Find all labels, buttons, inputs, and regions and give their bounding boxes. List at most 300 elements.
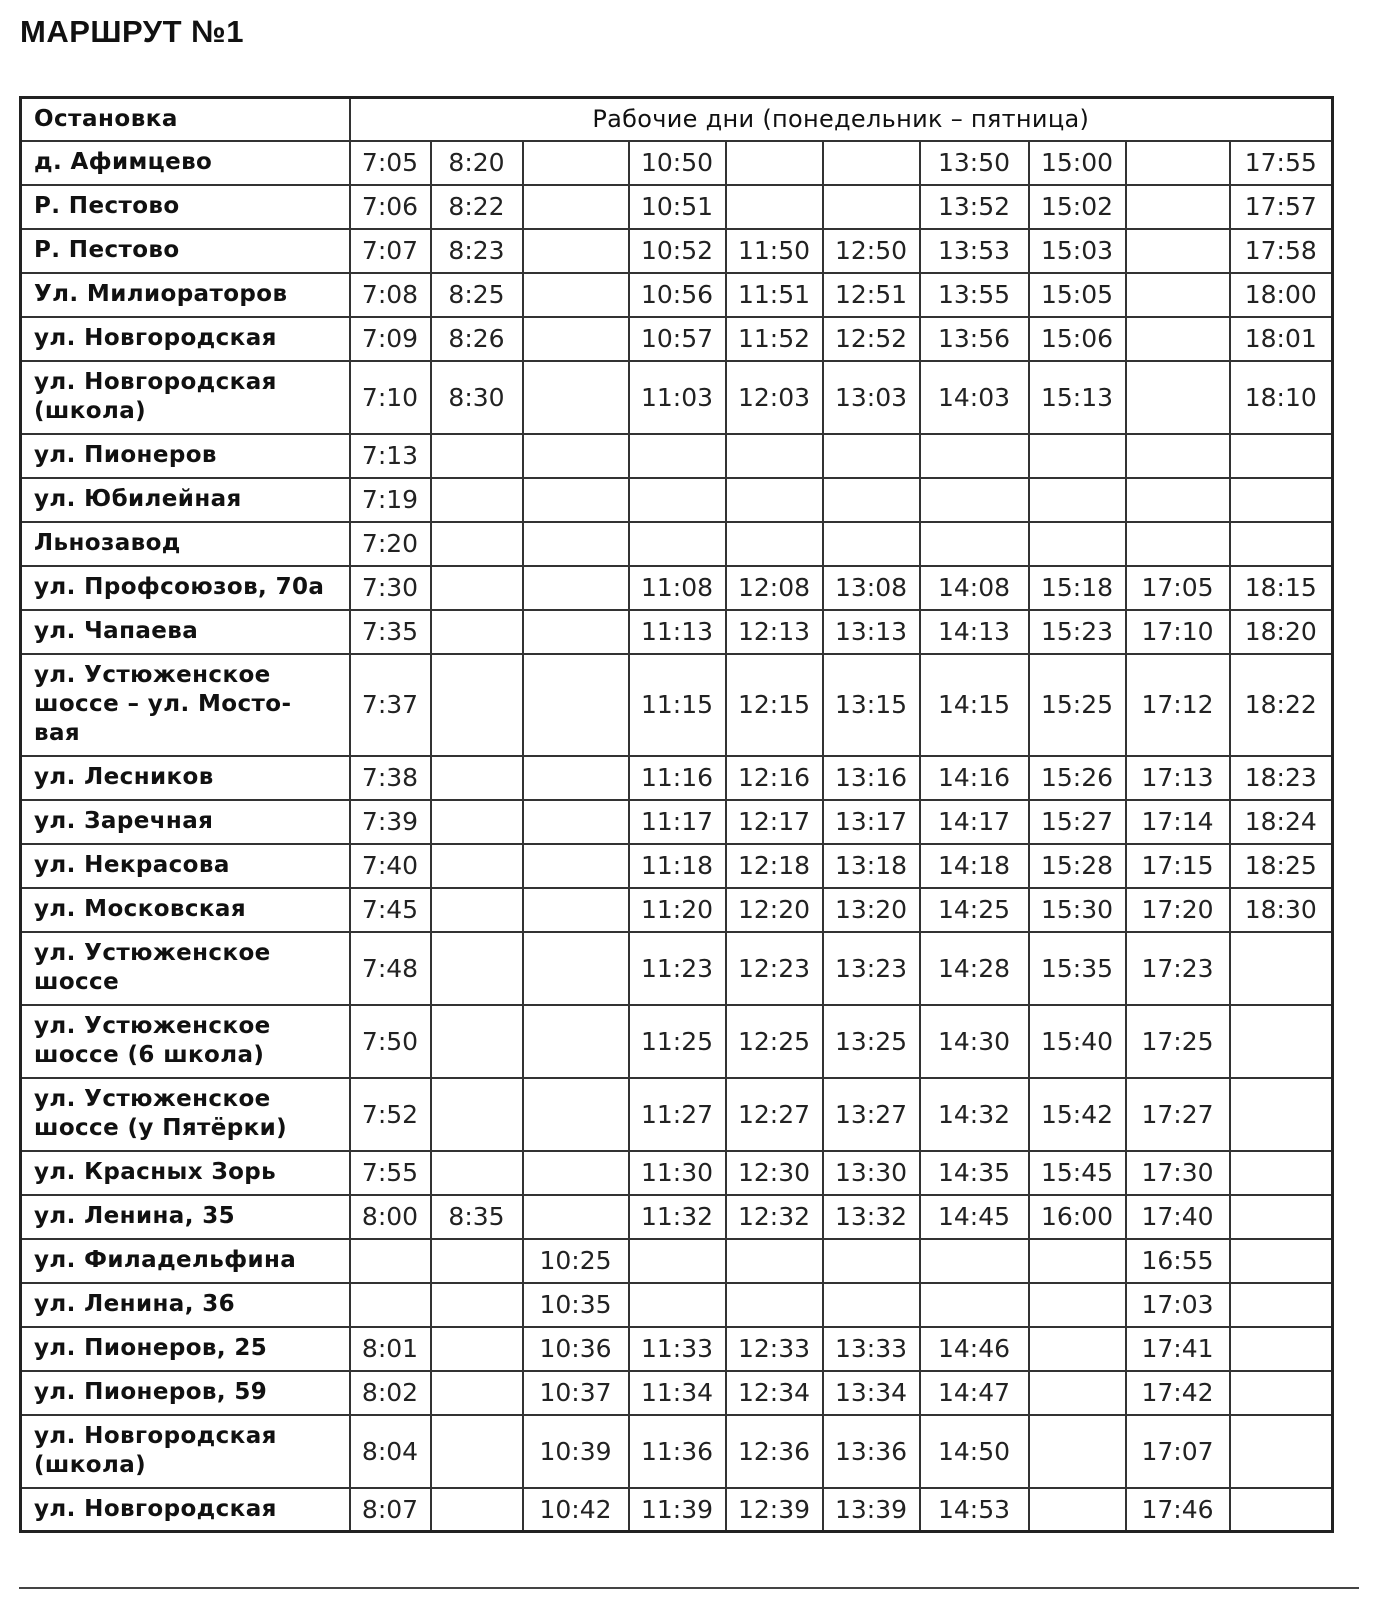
departure-time — [726, 434, 823, 478]
departure-time: 15:40 — [1029, 1005, 1126, 1078]
departure-time: 11:51 — [726, 273, 823, 317]
table-row — [21, 317, 1333, 361]
departure-time: 13:17 — [823, 800, 920, 844]
departure-time: 12:03 — [726, 361, 823, 434]
departure-time: 13:15 — [823, 654, 920, 756]
departure-time: 18:24 — [1230, 800, 1333, 844]
departure-time: 12:50 — [823, 229, 920, 273]
departure-time: 7:19 — [350, 478, 431, 522]
schedule-rows — [21, 141, 1333, 1532]
departure-time: 12:34 — [726, 1371, 823, 1415]
departure-time: 11:25 — [629, 1005, 726, 1078]
departure-time: 12:36 — [726, 1415, 823, 1488]
departure-time: 12:27 — [726, 1078, 823, 1151]
departure-time: 10:37 — [523, 1371, 629, 1415]
stop-name: ул. Ленина, 36 — [21, 1283, 350, 1327]
departure-time: 11:27 — [629, 1078, 726, 1151]
departure-time: 8:23 — [431, 229, 523, 273]
departure-time — [1230, 1371, 1333, 1415]
departure-time: 16:00 — [1029, 1195, 1126, 1239]
departure-time: 14:32 — [920, 1078, 1029, 1151]
stop-name: ул. Филадельфина — [21, 1239, 350, 1283]
departure-time: 13:52 — [920, 185, 1029, 229]
departure-time: 8:30 — [431, 361, 523, 434]
departure-time: 7:30 — [350, 566, 431, 610]
schedule-table — [19, 96, 1334, 1533]
departure-time — [523, 229, 629, 273]
table-row — [21, 1195, 1333, 1239]
departure-time — [920, 1283, 1029, 1327]
departure-time: 12:16 — [726, 756, 823, 800]
departure-time — [523, 888, 629, 932]
stop-name: Р. Пестово — [21, 229, 350, 273]
departure-time: 7:06 — [350, 185, 431, 229]
departure-time — [523, 273, 629, 317]
departure-time — [1029, 434, 1126, 478]
departure-time — [823, 1239, 920, 1283]
departure-time: 13:30 — [823, 1151, 920, 1195]
departure-time: 13:33 — [823, 1327, 920, 1371]
departure-time: 13:34 — [823, 1371, 920, 1415]
departure-time — [431, 800, 523, 844]
departure-time — [1230, 1195, 1333, 1239]
departure-time — [823, 478, 920, 522]
departure-time: 7:10 — [350, 361, 431, 434]
departure-time — [431, 1239, 523, 1283]
departure-time: 12:30 — [726, 1151, 823, 1195]
stop-name: Льнозавод — [21, 522, 350, 566]
departure-time: 10:52 — [629, 229, 726, 273]
departure-time: 11:36 — [629, 1415, 726, 1488]
departure-time: 11:23 — [629, 932, 726, 1005]
departure-time — [431, 1005, 523, 1078]
stop-name: ул. Новгородская (школа) — [21, 1415, 350, 1488]
departure-time — [523, 654, 629, 756]
departure-time: 12:32 — [726, 1195, 823, 1239]
departure-time: 13:18 — [823, 844, 920, 888]
table-row — [21, 1415, 1333, 1488]
departure-time: 17:10 — [1126, 610, 1230, 654]
weekdays-column-header: Рабочие дни (понедельник – пятница) — [350, 98, 1333, 141]
departure-time: 17:40 — [1126, 1195, 1230, 1239]
departure-time: 10:42 — [523, 1488, 629, 1532]
departure-time — [523, 610, 629, 654]
page-title: МАРШРУТ №1 — [20, 14, 244, 49]
departure-time: 11:13 — [629, 610, 726, 654]
departure-time — [431, 844, 523, 888]
departure-time — [920, 522, 1029, 566]
table-row — [21, 844, 1333, 888]
departure-time — [1230, 1488, 1333, 1532]
departure-time — [1126, 141, 1230, 185]
departure-time: 15:03 — [1029, 229, 1126, 273]
departure-time — [523, 434, 629, 478]
departure-time: 15:42 — [1029, 1078, 1126, 1151]
departure-time: 12:20 — [726, 888, 823, 932]
departure-time: 14:35 — [920, 1151, 1029, 1195]
departure-time: 14:47 — [920, 1371, 1029, 1415]
departure-time — [1029, 1239, 1126, 1283]
departure-time: 11:34 — [629, 1371, 726, 1415]
departure-time: 11:17 — [629, 800, 726, 844]
stop-name: ул. Московская — [21, 888, 350, 932]
departure-time: 10:39 — [523, 1415, 629, 1488]
departure-time — [1230, 1078, 1333, 1151]
departure-time: 18:23 — [1230, 756, 1333, 800]
departure-time: 13:13 — [823, 610, 920, 654]
departure-time — [431, 522, 523, 566]
departure-time: 12:23 — [726, 932, 823, 1005]
departure-time: 13:27 — [823, 1078, 920, 1151]
departure-time: 7:08 — [350, 273, 431, 317]
departure-time: 15:26 — [1029, 756, 1126, 800]
departure-time: 11:50 — [726, 229, 823, 273]
table-row — [21, 888, 1333, 932]
departure-time: 13:53 — [920, 229, 1029, 273]
departure-time: 12:33 — [726, 1327, 823, 1371]
departure-time — [1230, 1005, 1333, 1078]
departure-time — [726, 522, 823, 566]
departure-time: 18:00 — [1230, 273, 1333, 317]
departure-time: 11:20 — [629, 888, 726, 932]
stop-name: ул. Лесников — [21, 756, 350, 800]
departure-time: 17:23 — [1126, 932, 1230, 1005]
departure-time: 15:02 — [1029, 185, 1126, 229]
departure-time: 17:57 — [1230, 185, 1333, 229]
table-row — [21, 1283, 1333, 1327]
departure-time — [431, 478, 523, 522]
departure-time — [726, 1283, 823, 1327]
departure-time — [431, 610, 523, 654]
departure-time — [523, 1195, 629, 1239]
table-row — [21, 1151, 1333, 1195]
departure-time: 12:17 — [726, 800, 823, 844]
departure-time: 8:26 — [431, 317, 523, 361]
departure-time: 14:30 — [920, 1005, 1029, 1078]
departure-time: 14:03 — [920, 361, 1029, 434]
stop-name: ул. Пионеров — [21, 434, 350, 478]
stop-name: д. Афимцево — [21, 141, 350, 185]
departure-time — [629, 1283, 726, 1327]
departure-time: 7:55 — [350, 1151, 431, 1195]
departure-time — [523, 361, 629, 434]
departure-time: 11:18 — [629, 844, 726, 888]
departure-time: 14:13 — [920, 610, 1029, 654]
departure-time: 10:51 — [629, 185, 726, 229]
departure-time: 7:37 — [350, 654, 431, 756]
departure-time — [823, 185, 920, 229]
departure-time: 15:13 — [1029, 361, 1126, 434]
departure-time: 10:35 — [523, 1283, 629, 1327]
departure-time — [350, 1239, 431, 1283]
departure-time — [1126, 317, 1230, 361]
departure-time — [726, 478, 823, 522]
departure-time: 10:36 — [523, 1327, 629, 1371]
departure-time — [523, 1005, 629, 1078]
stop-name: ул. Новгородская — [21, 1488, 350, 1532]
stop-name: Ул. Милиораторов — [21, 273, 350, 317]
departure-time: 10:57 — [629, 317, 726, 361]
stop-name: ул. Профсоюзов, 70а — [21, 566, 350, 610]
table-row — [21, 522, 1333, 566]
departure-time — [1126, 522, 1230, 566]
departure-time: 14:28 — [920, 932, 1029, 1005]
departure-time: 14:16 — [920, 756, 1029, 800]
departure-time — [431, 1283, 523, 1327]
table-row — [21, 478, 1333, 522]
departure-time: 13:03 — [823, 361, 920, 434]
stop-name: ул. Пионеров, 59 — [21, 1371, 350, 1415]
departure-time: 17:03 — [1126, 1283, 1230, 1327]
departure-time: 15:05 — [1029, 273, 1126, 317]
departure-time: 10:50 — [629, 141, 726, 185]
departure-time: 15:25 — [1029, 654, 1126, 756]
stop-name: ул. Красных Зорь — [21, 1151, 350, 1195]
table-row — [21, 1488, 1333, 1532]
departure-time — [823, 434, 920, 478]
departure-time — [1126, 434, 1230, 478]
departure-time: 8:02 — [350, 1371, 431, 1415]
departure-time: 18:10 — [1230, 361, 1333, 434]
departure-time: 7:38 — [350, 756, 431, 800]
departure-time: 7:13 — [350, 434, 431, 478]
stop-name: ул. Чапаева — [21, 610, 350, 654]
departure-time — [1230, 1327, 1333, 1371]
departure-time — [1029, 1283, 1126, 1327]
departure-time — [1126, 273, 1230, 317]
stop-name: ул. Ленина, 35 — [21, 1195, 350, 1239]
departure-time: 12:39 — [726, 1488, 823, 1532]
departure-time: 18:30 — [1230, 888, 1333, 932]
departure-time: 13:50 — [920, 141, 1029, 185]
departure-time: 7:52 — [350, 1078, 431, 1151]
departure-time — [431, 888, 523, 932]
departure-time — [823, 522, 920, 566]
departure-time — [1126, 185, 1230, 229]
departure-time — [431, 1415, 523, 1488]
table-row — [21, 273, 1333, 317]
departure-time — [431, 1327, 523, 1371]
stop-name: ул. Устюженское шоссе (у Пятёрки) — [21, 1078, 350, 1151]
departure-time: 17:07 — [1126, 1415, 1230, 1488]
departure-time: 15:30 — [1029, 888, 1126, 932]
departure-time: 13:32 — [823, 1195, 920, 1239]
departure-time — [1126, 361, 1230, 434]
departure-time — [523, 478, 629, 522]
departure-time — [431, 1078, 523, 1151]
departure-time: 17:58 — [1230, 229, 1333, 273]
departure-time — [1126, 478, 1230, 522]
table-row — [21, 229, 1333, 273]
departure-time: 13:36 — [823, 1415, 920, 1488]
departure-time — [523, 1078, 629, 1151]
departure-time: 12:25 — [726, 1005, 823, 1078]
table-row — [21, 141, 1333, 185]
departure-time: 7:39 — [350, 800, 431, 844]
departure-time — [920, 434, 1029, 478]
departure-time — [629, 478, 726, 522]
departure-time: 11:15 — [629, 654, 726, 756]
departure-time: 14:18 — [920, 844, 1029, 888]
stop-name: ул. Устюженское шоссе — [21, 932, 350, 1005]
departure-time: 11:32 — [629, 1195, 726, 1239]
departure-time: 8:35 — [431, 1195, 523, 1239]
departure-time: 8:25 — [431, 273, 523, 317]
table-row — [21, 756, 1333, 800]
departure-time — [823, 141, 920, 185]
departure-time: 12:52 — [823, 317, 920, 361]
departure-time: 7:35 — [350, 610, 431, 654]
stop-name: ул. Некрасова — [21, 844, 350, 888]
departure-time: 13:16 — [823, 756, 920, 800]
departure-time: 10:25 — [523, 1239, 629, 1283]
departure-time: 13:55 — [920, 273, 1029, 317]
departure-time — [523, 522, 629, 566]
table-row — [21, 932, 1333, 1005]
table-row — [21, 434, 1333, 478]
departure-time: 14:08 — [920, 566, 1029, 610]
departure-time: 14:17 — [920, 800, 1029, 844]
departure-time — [523, 141, 629, 185]
departure-time: 15:23 — [1029, 610, 1126, 654]
table-row — [21, 1005, 1333, 1078]
departure-time: 12:15 — [726, 654, 823, 756]
departure-time: 8:04 — [350, 1415, 431, 1488]
departure-time — [1230, 1239, 1333, 1283]
table-row — [21, 800, 1333, 844]
stop-column-header: Остановка — [21, 98, 350, 141]
departure-time: 17:55 — [1230, 141, 1333, 185]
departure-time: 13:39 — [823, 1488, 920, 1532]
departure-time: 17:25 — [1126, 1005, 1230, 1078]
departure-time: 7:09 — [350, 317, 431, 361]
departure-time — [431, 756, 523, 800]
departure-time — [431, 1151, 523, 1195]
departure-time: 17:46 — [1126, 1488, 1230, 1532]
departure-time — [523, 317, 629, 361]
departure-time — [431, 932, 523, 1005]
departure-time: 15:00 — [1029, 141, 1126, 185]
departure-time: 14:46 — [920, 1327, 1029, 1371]
departure-time: 17:05 — [1126, 566, 1230, 610]
departure-time: 17:13 — [1126, 756, 1230, 800]
departure-time — [726, 185, 823, 229]
departure-time — [523, 844, 629, 888]
departure-time: 7:50 — [350, 1005, 431, 1078]
departure-time: 17:27 — [1126, 1078, 1230, 1151]
departure-time: 13:23 — [823, 932, 920, 1005]
stop-name: ул. Устюженское шоссе – ул. Мосто- вая — [21, 654, 350, 756]
departure-time: 15:18 — [1029, 566, 1126, 610]
departure-time — [1230, 1151, 1333, 1195]
departure-time: 8:20 — [431, 141, 523, 185]
departure-time — [1029, 1327, 1126, 1371]
departure-time — [1029, 522, 1126, 566]
departure-time: 17:15 — [1126, 844, 1230, 888]
departure-time: 11:03 — [629, 361, 726, 434]
departure-time: 8:01 — [350, 1327, 431, 1371]
departure-time — [920, 1239, 1029, 1283]
departure-time: 12:13 — [726, 610, 823, 654]
departure-time: 17:14 — [1126, 800, 1230, 844]
departure-time: 14:53 — [920, 1488, 1029, 1532]
table-row — [21, 610, 1333, 654]
departure-time — [1230, 1283, 1333, 1327]
departure-time: 13:08 — [823, 566, 920, 610]
departure-time — [1230, 932, 1333, 1005]
departure-time: 12:51 — [823, 273, 920, 317]
departure-time: 8:22 — [431, 185, 523, 229]
departure-time: 17:12 — [1126, 654, 1230, 756]
departure-time: 18:01 — [1230, 317, 1333, 361]
stop-name: ул. Пионеров, 25 — [21, 1327, 350, 1371]
departure-time: 18:15 — [1230, 566, 1333, 610]
departure-time: 7:40 — [350, 844, 431, 888]
departure-time: 7:07 — [350, 229, 431, 273]
departure-time: 18:22 — [1230, 654, 1333, 756]
departure-time — [726, 1239, 823, 1283]
departure-time: 14:25 — [920, 888, 1029, 932]
departure-time — [1230, 1415, 1333, 1488]
departure-time — [1029, 1371, 1126, 1415]
departure-time: 11:39 — [629, 1488, 726, 1532]
departure-time: 15:35 — [1029, 932, 1126, 1005]
stop-name: ул. Новгородская (школа) — [21, 361, 350, 434]
departure-time: 11:52 — [726, 317, 823, 361]
departure-time — [523, 756, 629, 800]
departure-time — [1230, 478, 1333, 522]
departure-time — [523, 185, 629, 229]
stop-name: ул. Устюженское шоссе (6 школа) — [21, 1005, 350, 1078]
table-row — [21, 1239, 1333, 1283]
departure-time — [1126, 229, 1230, 273]
departure-time — [523, 566, 629, 610]
departure-time: 16:55 — [1126, 1239, 1230, 1283]
table-row — [21, 1078, 1333, 1151]
stop-name: Р. Пестово — [21, 185, 350, 229]
table-row — [21, 185, 1333, 229]
bottom-divider — [19, 1587, 1359, 1589]
departure-time — [431, 434, 523, 478]
departure-time — [629, 1239, 726, 1283]
departure-time: 7:48 — [350, 932, 431, 1005]
departure-time — [431, 566, 523, 610]
table-row — [21, 1327, 1333, 1371]
departure-time — [1230, 522, 1333, 566]
table-row — [21, 1371, 1333, 1415]
departure-time: 15:06 — [1029, 317, 1126, 361]
departure-time: 13:56 — [920, 317, 1029, 361]
departure-time: 7:20 — [350, 522, 431, 566]
departure-time: 12:18 — [726, 844, 823, 888]
departure-time: 14:15 — [920, 654, 1029, 756]
departure-time: 15:27 — [1029, 800, 1126, 844]
departure-time — [1029, 1415, 1126, 1488]
departure-time: 17:42 — [1126, 1371, 1230, 1415]
stop-name: ул. Заречная — [21, 800, 350, 844]
departure-time — [350, 1283, 431, 1327]
table-row — [21, 654, 1333, 756]
departure-time: 10:56 — [629, 273, 726, 317]
departure-time: 14:45 — [920, 1195, 1029, 1239]
departure-time: 13:20 — [823, 888, 920, 932]
table-row — [21, 361, 1333, 434]
departure-time: 18:20 — [1230, 610, 1333, 654]
departure-time: 14:50 — [920, 1415, 1029, 1488]
departure-time: 11:08 — [629, 566, 726, 610]
departure-time: 11:30 — [629, 1151, 726, 1195]
departure-time: 11:33 — [629, 1327, 726, 1371]
